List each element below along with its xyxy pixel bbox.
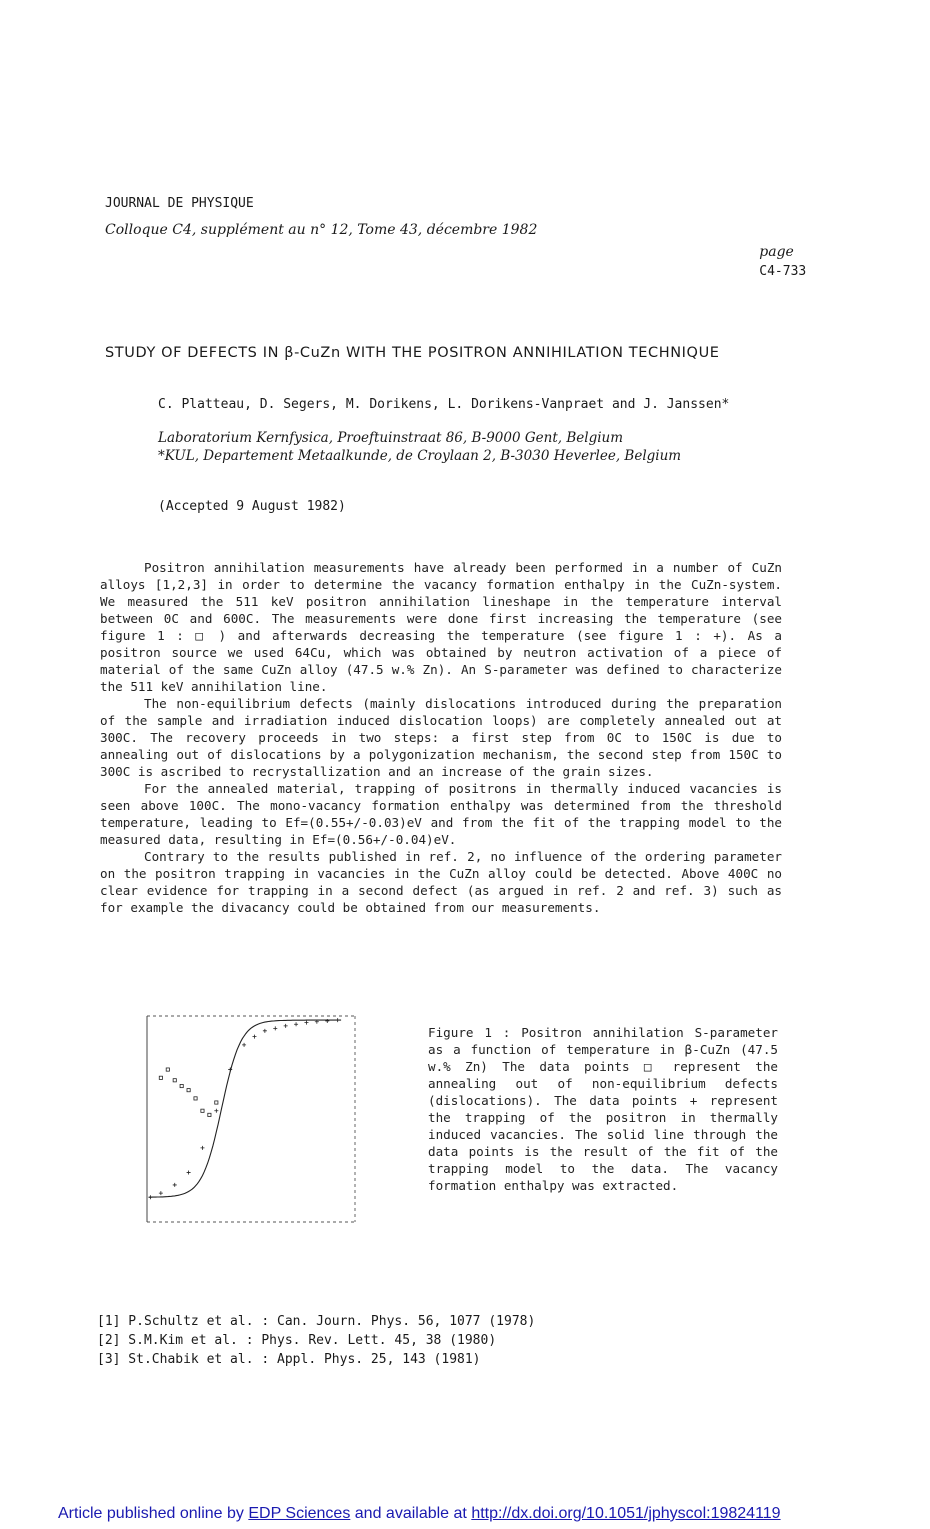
chart-frame xyxy=(147,1016,355,1222)
plus-data-point xyxy=(263,1029,267,1033)
square-data-point xyxy=(166,1068,169,1071)
reference-3: [3] St.Chabik et al. : Appl. Phys. 25, 143 (1981) xyxy=(97,1352,481,1367)
figure-caption: Figure 1 : Positron annihilation S-parameter as a function of temperature in β-CuZn (47.5 w.% Zn) The data points □ represent the annealing out of non-equilibrium defects (dislocations). The data points + represent the trapping of the positron in thermally induced vacancies. The solid line through the data points is the result of the fit of the trapping model to the data. The vacancy formation enthalpy was extracted. xyxy=(428,1025,778,1193)
affiliation-2: *KUL, Departement Metaalkunde, de Croylaan 2, B-3030 Heverlee, Belgium xyxy=(158,448,682,464)
page-label xyxy=(740,222,806,279)
plus-data-point xyxy=(294,1022,298,1026)
square-data-point xyxy=(194,1097,197,1100)
plus-data-point xyxy=(200,1146,204,1150)
square-data-point xyxy=(159,1076,162,1079)
data-points-group xyxy=(148,1018,339,1199)
square-data-point xyxy=(187,1089,190,1092)
accepted-date: (Accepted 9 August 1982) xyxy=(158,499,346,514)
plus-data-point xyxy=(252,1035,256,1039)
plus-data-point xyxy=(159,1191,163,1195)
paragraph-2: The non-equilibrium defects (mainly dislocations introduced during the preparation of the sample and irradiation induced dislocation loops) are completely annealed out at 300C. The recovery proceeds in two steps: a first step from 0C to 150C is due to annealing out of dislocations by a polygonization mechanism, the second step from 150C to 300C is ascribed to recrystallization and an increase of the grain sizes. xyxy=(100,696,782,779)
figure-1-chart xyxy=(105,1008,375,1263)
publisher-link[interactable]: EDP Sciences xyxy=(248,1505,351,1522)
plus-data-point xyxy=(284,1024,288,1028)
square-data-point xyxy=(180,1084,183,1087)
square-data-point xyxy=(173,1079,176,1082)
plus-data-point xyxy=(273,1026,277,1030)
plus-data-point xyxy=(187,1171,191,1175)
plus-data-point xyxy=(148,1195,152,1199)
plus-data-point xyxy=(173,1183,177,1187)
fit-curve-group xyxy=(149,1020,341,1197)
doi-link[interactable]: http://dx.doi.org/10.1051/jphyscol:19824119 xyxy=(471,1505,781,1522)
colloque-line: Colloque C4, supplément au n° 12, Tome 43, décembre 1982 xyxy=(105,222,538,238)
plus-data-point xyxy=(325,1019,329,1023)
affiliation-1: Laboratorium Kernfysica, Proeftuinstraat 86, B-9000 Gent, Belgium xyxy=(158,430,624,446)
reference-2: [2] S.M.Kim et al. : Phys. Rev. Lett. 45, 38 (1980) xyxy=(97,1333,497,1348)
plus-data-point xyxy=(304,1021,308,1025)
body-text xyxy=(100,559,782,916)
square-data-point xyxy=(201,1109,204,1112)
plus-data-point xyxy=(242,1043,246,1047)
page-number: C4-733 xyxy=(759,264,807,279)
footer-middle: and available at xyxy=(350,1505,472,1522)
square-data-point xyxy=(208,1113,211,1116)
paragraph-3: For the annealed material, trapping of positrons in thermally induced vacancies is seen above 100C. The mono-vacancy formation enthalpy was determined from the threshold temperature, leading to Ef=(0.55+/-0.03)eV and from the fit of the trapping model to the measured data, resulting in Ef=(0.56+/-0.04)eV. xyxy=(100,781,782,847)
footer xyxy=(58,1505,781,1523)
footer-prefix: Article published online by xyxy=(58,1505,249,1522)
paragraph-1: Positron annihilation measurements have already been performed in a number of CuZn alloys [1,2,3] in order to determine the vacancy formation enthalpy in the CuZn-system. We measured the 511 keV positron annihilation lineshape in the temperature interval between 0C and 600C. The measurements were done first increasing the temperature (see figure 1 : □ ) and afterwards decreasing the temperature (see figure 1 : +). As a positron source we used 64Cu, which was obtained by neutron activation of a piece of material of the same CuZn alloy (47.5 w.% Zn). An S-parameter was defined to characterize the 511 keV annihilation line. xyxy=(100,560,782,694)
journal-name: JOURNAL DE PHYSIQUE xyxy=(105,196,254,211)
page-word: page xyxy=(759,244,794,260)
authors: C. Platteau, D. Segers, M. Dorikens, L. Dorikens-Vanpraet and J. Janssen* xyxy=(158,397,730,412)
plus-data-point xyxy=(214,1109,218,1113)
plus-data-point xyxy=(336,1018,340,1022)
fit-curve xyxy=(149,1020,341,1197)
article-title: STUDY OF DEFECTS IN β-CuZn WITH THE POSITRON ANNIHILATION TECHNIQUE xyxy=(105,345,720,361)
reference-1: [1] P.Schultz et al. : Can. Journ. Phys. 56, 1077 (1978) xyxy=(97,1314,536,1329)
paragraph-4: Contrary to the results published in ref. 2, no influence of the ordering parameter on the positron trapping in vacancies in the CuZn alloy could be detected. Above 400C no clear evidence for trapping in a second defect (as argued in ref. 2 and ref. 3) such as for example the divacancy could be obtained from our measurements. xyxy=(100,849,782,915)
square-data-point xyxy=(215,1101,218,1104)
references xyxy=(97,1312,535,1369)
